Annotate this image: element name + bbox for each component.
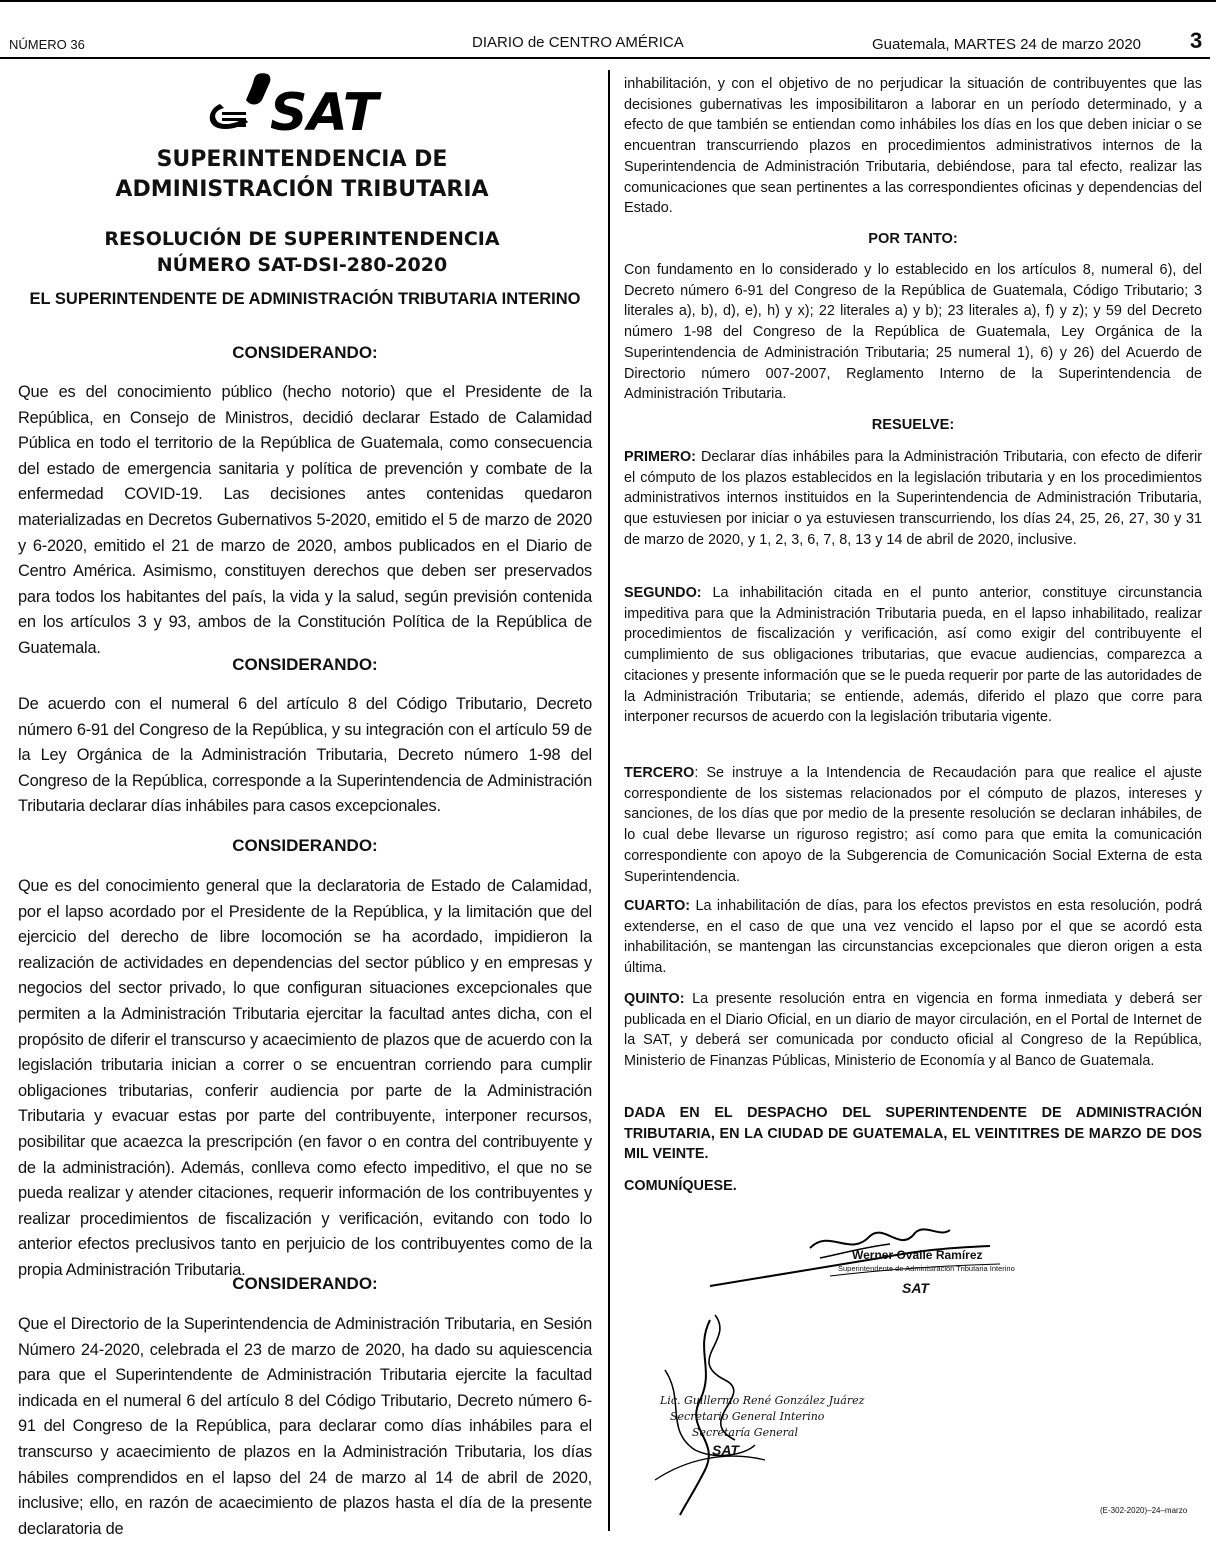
issue-date: Guatemala, MARTES 24 de marzo 2020 — [872, 36, 1142, 53]
article-cuarto — [624, 896, 1202, 979]
signature-2-office: Secretaría General — [692, 1426, 799, 1439]
article-tercero — [624, 763, 1202, 887]
tercero-label: TERCERO — [624, 765, 695, 781]
quinto-text: La presente resolución entra en vigencia en forma inmediata y deberá ser publicada en el Diario Oficial, en un diario de mayor circulación, en el Portal de Internet de la SAT, y deberá ser comunicada por conducto oficial al Congreso de la República, Ministerio de Finanzas Públicas, Ministerio de Economía y al Banco de Guatemala. — [624, 991, 1202, 1070]
resolution-title — [40, 226, 564, 278]
signature-1-title: Superintendente de Administración Tributaria Interino — [838, 1264, 1015, 1273]
column-divider — [608, 70, 610, 1531]
footer-code: (E-302-2020)–24–marzo — [1100, 1506, 1188, 1515]
sat-logo — [200, 70, 420, 140]
tercero-text: : Se instruye a la Intendencia de Recaudación para que realice el ajuste correspondiente de los sistemas relacionados por el cómputo de plazos, intereses y sanciones, de los días que por medio de la presente resolución se declaran inhábiles, de lo cual debe llevarse un riguroso registro; así como para que emita la comunicación correspondiente con apoyo de la Subgerencia de Comunicación Social Externa de esta Superintendencia. — [624, 765, 1202, 885]
segundo-text: La inhabilitación citada en el punto anterior, constituye circunstancia impeditiva para que la Administración Tributaria pueda, en el lapso inhabilitado, realizar procedimientos de fiscalización y verificación, así como exigir del contribuyente el cumplimiento de sus obligaciones tributarias, que evacue audiencias, comparezca a citaciones y presente información que se le pueda requerir por parte de las autoridades de la Administración Tributaria; se entiende, además, diferido el plazo que corre para interponer recursos de acuerdo con la legislación tributaria vigente. — [624, 585, 1202, 726]
primero-label: PRIMERO: — [624, 449, 696, 465]
signature-2-title: Secretario General Interino — [670, 1410, 825, 1423]
signature-1-scrawl — [700, 1218, 1020, 1308]
resuelve-heading: RESUELVE: — [871, 417, 955, 433]
considerando-1-text: Que es del conocimiento público (hecho notorio) que el Presidente de la República, en Consejo de Ministros, decidió declarar Estado de Calamidad Pública en todo el territorio de la República de Guatemala, como consecuencia del estado de emergencia sanitaria y política de prevención y combate de la enfermedad COVID-19. Las decisiones antes contenidas quedaron materializadas en Decretos Gubernativos 5-2020, emitido el 5 de marzo de 2020 y 6-2020, emitido el 21 de marzo de 2020, ambos publicados en el Diario de Centro América. Asimismo, constituyen derechos que deben ser preservados para todos los habitantes del país, la vida y la salud, según previsión contenida en los artículos 3 y 93, ambos de la Constitución Política de la República de Guatemala. — [18, 383, 592, 657]
cuarto-label: CUARTO: — [624, 898, 691, 914]
signature-1-stamp: SAT — [902, 1280, 929, 1296]
considerando-1-heading: CONSIDERANDO: — [232, 343, 378, 362]
organization-name — [40, 145, 564, 205]
header-rule — [0, 57, 1210, 59]
signature-2-name: Lic. Guillermo René González Juárez — [660, 1394, 865, 1407]
official-title: EL SUPERINTENDENTE DE ADMINISTRACIÓN TRIBUTARIA INTERINO — [29, 290, 581, 308]
org-line-1: SUPERINTENDENCIA DE — [156, 147, 448, 172]
por-tanto-heading: POR TANTO: — [868, 231, 958, 247]
considerando-2-text: De acuerdo con el numeral 6 del artículo 8 del Código Tributario, Decreto número 6-91 del Congreso de la República, y su integración con el artículo 59 de la Ley Orgánica de la Administración Tributaria, Decreto número 1-98 del Congreso de la República, corresponde a la Superintendencia de Administración Tributaria declarar días inhábiles para casos excepcionales. — [18, 695, 592, 816]
signature-1-name: Werner Ovalle Ramírez — [852, 1248, 983, 1262]
por-tanto-text: Con fundamento en lo considerado y lo establecido en los artículos 8, numeral 6), del Decreto número 6-91 del Congreso de la República de Guatemala, Código Tributario; 3 literales a), b), d), e), h) y x); 22 literales a) y b); 23 literales a), f) y z); y 59 del Decreto número 1-98 del Congreso de la República de Guatemala, Ley Orgánica de la Superintendencia de Administración Tributaria; 25 numeral 1), 6) y 26) del Acuerdo de Directorio número 007-2007, Reglamento Interno de la Superintendencia de Administración Tributaria. — [624, 262, 1202, 403]
resolution-line-2: NÚMERO SAT-DSI-280-2020 — [156, 254, 448, 276]
logo-text: SAT — [270, 83, 379, 140]
comuniquese: COMUNÍQUESE. — [624, 1178, 737, 1194]
cuarto-text: La inhabilitación de días, para los efectos previstos en esta resolución, podrá extenderse, en el caso de que una vez vencido el lapso por el que se acordó esta inhabilitación, se mantengan las circunstancias excepcionales que dieron origen a esta última. — [624, 898, 1202, 977]
segundo-label: SEGUNDO: — [624, 585, 702, 601]
considerando-4-heading: CONSIDERANDO: — [232, 1274, 378, 1293]
dada-statement: DADA EN EL DESPACHO DEL SUPERINTENDENTE DE ADMINISTRACIÓN TRIBUTARIA, EN LA CIUDAD DE GUATEMALA, EL VEINTITRES DE MARZO DE DOS MIL VEINTE. — [624, 1105, 1202, 1163]
quinto-label: QUINTO: — [624, 991, 685, 1007]
considerando-3-text: Que es del conocimiento general que la declaratoria de Estado de Calamidad, por el lapso acordado por el Presidente de la República, y la limitación que del ejercicio del derecho de libre locomoción se ha acordado, impidieron la realización de actividades en dependencias del sector público y en empresas y negocios del sector privado, lo que configuran situaciones excepcionales que permiten a la Administración Tributaria ejercitar la facultad antes dicha, con el propósito de diferir el transcurso y acaecimiento de plazos que de acuerdo con la legislación tributaria inician a correr o se encuentran corriendo para cumplir obligaciones tributarias, conferir audiencia por parte de la Administración Tributaria y evacuar estas por parte del contribuyente, interponer recursos, posibilitar que acaezca la prescripción (en favor o en contra del contribuyente y de la administración). Además, conlleva como efecto impeditivo, el que no se pueda realizar y atender citaciones, requerir información de los contribuyentes y realizar procedimientos de fiscalización y verificación, evitando con todo lo anterior efectos preclusivos tanto en perjuicio de los contribuyentes como de la propia Administración Tributaria. — [18, 877, 592, 1279]
page-number: 3 — [1190, 28, 1203, 53]
org-line-2: ADMINISTRACIÓN TRIBUTARIA — [115, 177, 489, 202]
article-quinto — [624, 989, 1202, 1072]
considerando-3-heading: CONSIDERANDO: — [232, 836, 378, 855]
considerando-2-heading: CONSIDERANDO: — [232, 655, 378, 674]
top-border — [0, 0, 1216, 2]
issue-number: NÚMERO 36 — [9, 37, 85, 52]
article-segundo — [624, 583, 1202, 728]
signature-2-stamp: SAT — [712, 1442, 739, 1458]
considerando-4-text: Que el Directorio de la Superintendencia de Administración Tributaria, en Sesión Número 24-2020, celebrada el 23 de marzo de 2020, ha dado su aquiescencia para que el Superintendente de Administración Tributaria ejercite la facultad indicada en el numeral 6 del artículo 8 del Código Tributario, Decreto número 6-91 del Congreso de la República, para declarar como días inhábiles para el transcurso y acaecimiento de plazos en la Administración Tributaria, los días hábiles comprendidos en el lapso del 24 de marzo al 14 de abril de 2020, inclusive; ello, en razón de acaecimiento de plazos hasta el día de la presente declaratoria de — [18, 1315, 592, 1538]
newspaper-name: DIARIO de CENTRO AMÉRICA — [472, 34, 684, 51]
article-primero — [624, 447, 1202, 551]
primero-text: Declarar días inhábiles para la Administración Tributaria, con efecto de diferir el cómputo de los plazos establecidos en la legislación tributaria y en los procedimientos administrativos internos instituidos en la Superintendencia de Administración Tributaria, que estuviesen por iniciar o ya estuviesen transcurriendo, los días 24, 25, 26, 27, 30 y 31 de marzo de 2020, y 1, 2, 3, 6, 7, 8, 13 y 14 de abril de 2020, inclusive. — [624, 449, 1202, 548]
considerando-4-continuation: inhabilitación, y con el objetivo de no perjudicar la situación de contribuyentes que las decisiones gubernativas les imposibilitaron a laborar en un período determinado, y a efecto de que también se entiendan como inhábiles los días en los que deben iniciar o se encuentran transcurriendo plazos en procedimientos administrativos internos de la Superintendencia de Administración Tributaria, debiéndose, para tal efecto, realizar las comunicaciones que sean pertinentes a las correspondientes oficinas y dependencias del Estado. — [624, 76, 1202, 217]
resolution-line-1: RESOLUCIÓN DE SUPERINTENDENCIA — [104, 228, 500, 250]
